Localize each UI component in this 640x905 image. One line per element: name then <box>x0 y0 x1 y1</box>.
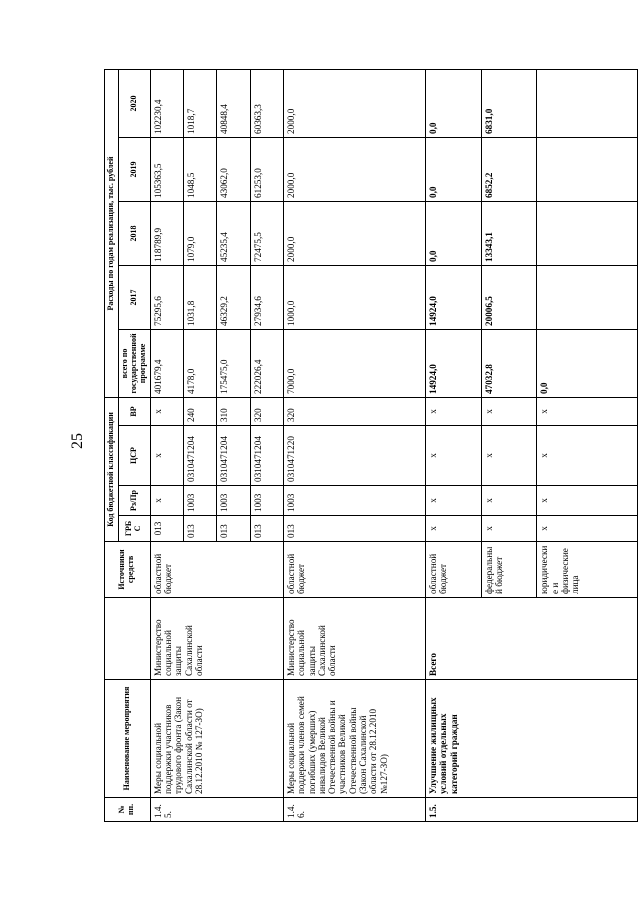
cell-total: 7000,0 <box>284 329 426 397</box>
cell-vr: x <box>150 397 183 425</box>
cell-csr: x <box>426 426 482 486</box>
row-name: Меры социальной поддержки участников трудового фронта (Закон Сахалинской области от 28.12.2010 № 127-ЗО) <box>150 680 283 798</box>
cell-2020: 6831,0 <box>481 69 537 137</box>
header-csr: ЦСР <box>118 426 150 486</box>
row-source: областной бюджет <box>426 542 482 598</box>
cell-total: 401679,4 <box>150 329 183 397</box>
cell-2017: 20006,5 <box>481 265 537 329</box>
header-2017: 2017 <box>118 265 150 329</box>
cell-2018: 118789,9 <box>150 201 183 265</box>
expenses-table <box>104 69 638 822</box>
cell-2018 <box>537 201 638 265</box>
table-row <box>284 69 426 821</box>
cell-2018: 72475,5 <box>250 201 283 265</box>
cell-csr: 0310471204 <box>184 426 217 486</box>
cell-grbs: 013 <box>150 516 183 542</box>
cell-2018: 0,0 <box>426 201 482 265</box>
table-row <box>426 69 482 821</box>
header-rzpr: Рз/Пр <box>118 486 150 516</box>
cell-2020 <box>537 69 638 137</box>
row-source: областной бюджет <box>284 542 426 598</box>
row-executor: Всего <box>426 598 638 680</box>
cell-2020: 102230,4 <box>150 69 183 137</box>
header-total: всего по государственной программе <box>118 329 150 397</box>
cell-2019: 2000,0 <box>284 137 426 201</box>
header-2018: 2018 <box>118 201 150 265</box>
cell-vr: 320 <box>284 397 426 425</box>
cell-2017: 27934,6 <box>250 265 283 329</box>
cell-grbs: x <box>481 516 537 542</box>
cell-total: 47032,8 <box>481 329 537 397</box>
page-number: 25 <box>69 433 86 449</box>
rotated-table-wrapper <box>104 70 638 822</box>
cell-2017: 75295,6 <box>150 265 183 329</box>
header-source: Источники средств <box>105 542 151 598</box>
cell-2017: 1031,8 <box>184 265 217 329</box>
header-2019: 2019 <box>118 137 150 201</box>
cell-csr: 0310471220 <box>284 426 426 486</box>
row-num: 1.4.6. <box>284 798 426 822</box>
header-code-group: Код бюджетной классификации <box>105 397 119 541</box>
cell-vr: 320 <box>250 397 283 425</box>
cell-grbs: x <box>426 516 482 542</box>
cell-grbs: 013 <box>284 516 426 542</box>
cell-grbs: 013 <box>184 516 217 542</box>
cell-2019: 6852,2 <box>481 137 537 201</box>
row-executor: Министерство социальной защиты Сахалинской области <box>150 598 283 680</box>
cell-rzpr: 1003 <box>284 486 426 516</box>
header-grbs: ГРБС <box>118 516 150 542</box>
row-source: юридические и физические лица <box>537 542 638 598</box>
cell-2017: 46329,2 <box>217 265 250 329</box>
cell-2017: 14924,0 <box>426 265 482 329</box>
cell-vr: 240 <box>184 397 217 425</box>
cell-2019: 43062,0 <box>217 137 250 201</box>
cell-2018: 1079,0 <box>184 201 217 265</box>
cell-2020: 40848,4 <box>217 69 250 137</box>
header-num: № пп. <box>105 798 151 822</box>
cell-2020: 60363,3 <box>250 69 283 137</box>
cell-2019: 0,0 <box>426 137 482 201</box>
row-num: 1.4.5. <box>150 798 283 822</box>
header-2020: 2020 <box>118 69 150 137</box>
cell-vr: x <box>537 397 638 425</box>
cell-csr: x <box>481 426 537 486</box>
header-vr: ВР <box>118 397 150 425</box>
cell-rzpr: x <box>150 486 183 516</box>
row-source: федеральный бюджет <box>481 542 537 598</box>
cell-grbs: 013 <box>250 516 283 542</box>
cell-2018: 13343,1 <box>481 201 537 265</box>
cell-rzpr: x <box>537 486 638 516</box>
cell-2019: 1048,5 <box>184 137 217 201</box>
header-executor <box>105 598 151 680</box>
cell-2020: 0,0 <box>426 69 482 137</box>
cell-2019: 61253,0 <box>250 137 283 201</box>
cell-2017: 1000,0 <box>284 265 426 329</box>
cell-2017 <box>537 265 638 329</box>
cell-vr: 310 <box>217 397 250 425</box>
cell-total: 4178,0 <box>184 329 217 397</box>
cell-total: 14924,0 <box>426 329 482 397</box>
row-num: 1.5. <box>426 798 638 822</box>
cell-vr: x <box>481 397 537 425</box>
cell-csr: x <box>537 426 638 486</box>
cell-rzpr: x <box>481 486 537 516</box>
table-row <box>150 69 183 821</box>
header-name: Наименование мероприятия <box>105 680 151 798</box>
cell-csr: 0310471204 <box>217 426 250 486</box>
cell-2020: 2000,0 <box>284 69 426 137</box>
cell-rzpr: x <box>426 486 482 516</box>
cell-total: 0,0 <box>537 329 638 397</box>
cell-2019: 105363,5 <box>150 137 183 201</box>
cell-total: 222026,4 <box>250 329 283 397</box>
row-source: областной бюджет <box>150 542 283 598</box>
cell-2018: 2000,0 <box>284 201 426 265</box>
cell-rzpr: 1003 <box>184 486 217 516</box>
cell-grbs: 013 <box>217 516 250 542</box>
cell-csr: x <box>150 426 183 486</box>
cell-grbs: x <box>537 516 638 542</box>
cell-2020: 1018,7 <box>184 69 217 137</box>
cell-rzpr: 1003 <box>217 486 250 516</box>
cell-total: 175475,0 <box>217 329 250 397</box>
row-name: Улучшение жилищных условий отдельных категорий граждан <box>426 680 638 798</box>
cell-2018: 45235,4 <box>217 201 250 265</box>
cell-csr: 0310471204 <box>250 426 283 486</box>
cell-2019 <box>537 137 638 201</box>
header-expenses: Расходы по годам реализации, тыс. рублей <box>105 69 119 397</box>
row-name: Меры социальной поддержки членов семей погибших (умерших) инвалидов Великой Отечественной войны и участников Великой Отечественной войны (Закон Сахалинской области от 28.12.2010 №127-ЗО) <box>284 680 426 798</box>
cell-vr: x <box>426 397 482 425</box>
header-row-1 <box>105 69 119 821</box>
cell-rzpr: 1003 <box>250 486 283 516</box>
row-executor: Министерство социальной защиты Сахалинской области <box>284 598 426 680</box>
